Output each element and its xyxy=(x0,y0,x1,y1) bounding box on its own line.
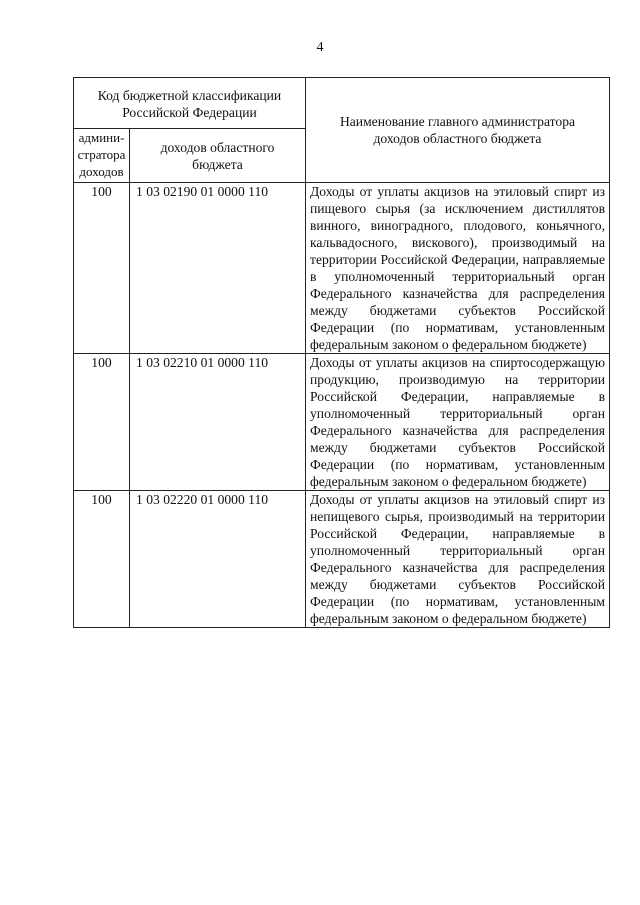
income-name-cell: Доходы от уплаты акцизов на спиртосодержащую продукцию, производимую на территории Российской Федерации, направляемые в уполномоченный территориальный орган Федерального казначейства для распределения между бюджетами субъектов Российской Федерации (по нормативам, установленным федеральным законом о федеральном бюджете) xyxy=(306,354,610,491)
table-header-row xyxy=(74,78,610,129)
kbk-group-header: Код бюджетной классификации Российской Федерации xyxy=(74,78,306,129)
table-row xyxy=(74,354,610,491)
admin-name-header: Наименование главного администратора доходов областного бюджета xyxy=(306,78,610,183)
income-name-cell: Доходы от уплаты акцизов на этиловый спирт из пищевого сырья (за исключением дистиллятов винного, виноградного, плодового, коньячного, кальвадосного, вискового), производимый на территории Российской Федерации, направляемые в уполномоченный территориальный орган Федерального казначейства для распределения между бюджетами субъектов Российской Федерации (по нормативам, установленным федеральным законом о федеральном бюджете) xyxy=(306,183,610,354)
page-number: 4 xyxy=(316,40,324,55)
admin-code-header: админи-стратора доходов xyxy=(74,129,130,183)
budget-classification-table xyxy=(73,77,610,628)
income-code-cell: 1 03 02210 01 0000 110 xyxy=(130,354,306,491)
table-row xyxy=(74,183,610,354)
income-name-cell: Доходы от уплаты акцизов на этиловый спирт из непищевого сырья, производимый на территории Российской Федерации, направляемые в уполномоченный территориальный орган Федерального казначейства для распределения между бюджетами субъектов Российской Федерации (по нормативам, установленным федеральным законом о федеральном бюджете) xyxy=(306,491,610,628)
admin-code-cell: 100 xyxy=(74,183,130,354)
income-code-cell: 1 03 02220 01 0000 110 xyxy=(130,491,306,628)
table-row xyxy=(74,491,610,628)
admin-code-cell: 100 xyxy=(74,354,130,491)
income-code-header: доходов областного бюджета xyxy=(130,129,306,183)
income-code-cell: 1 03 02190 01 0000 110 xyxy=(130,183,306,354)
admin-code-cell: 100 xyxy=(74,491,130,628)
